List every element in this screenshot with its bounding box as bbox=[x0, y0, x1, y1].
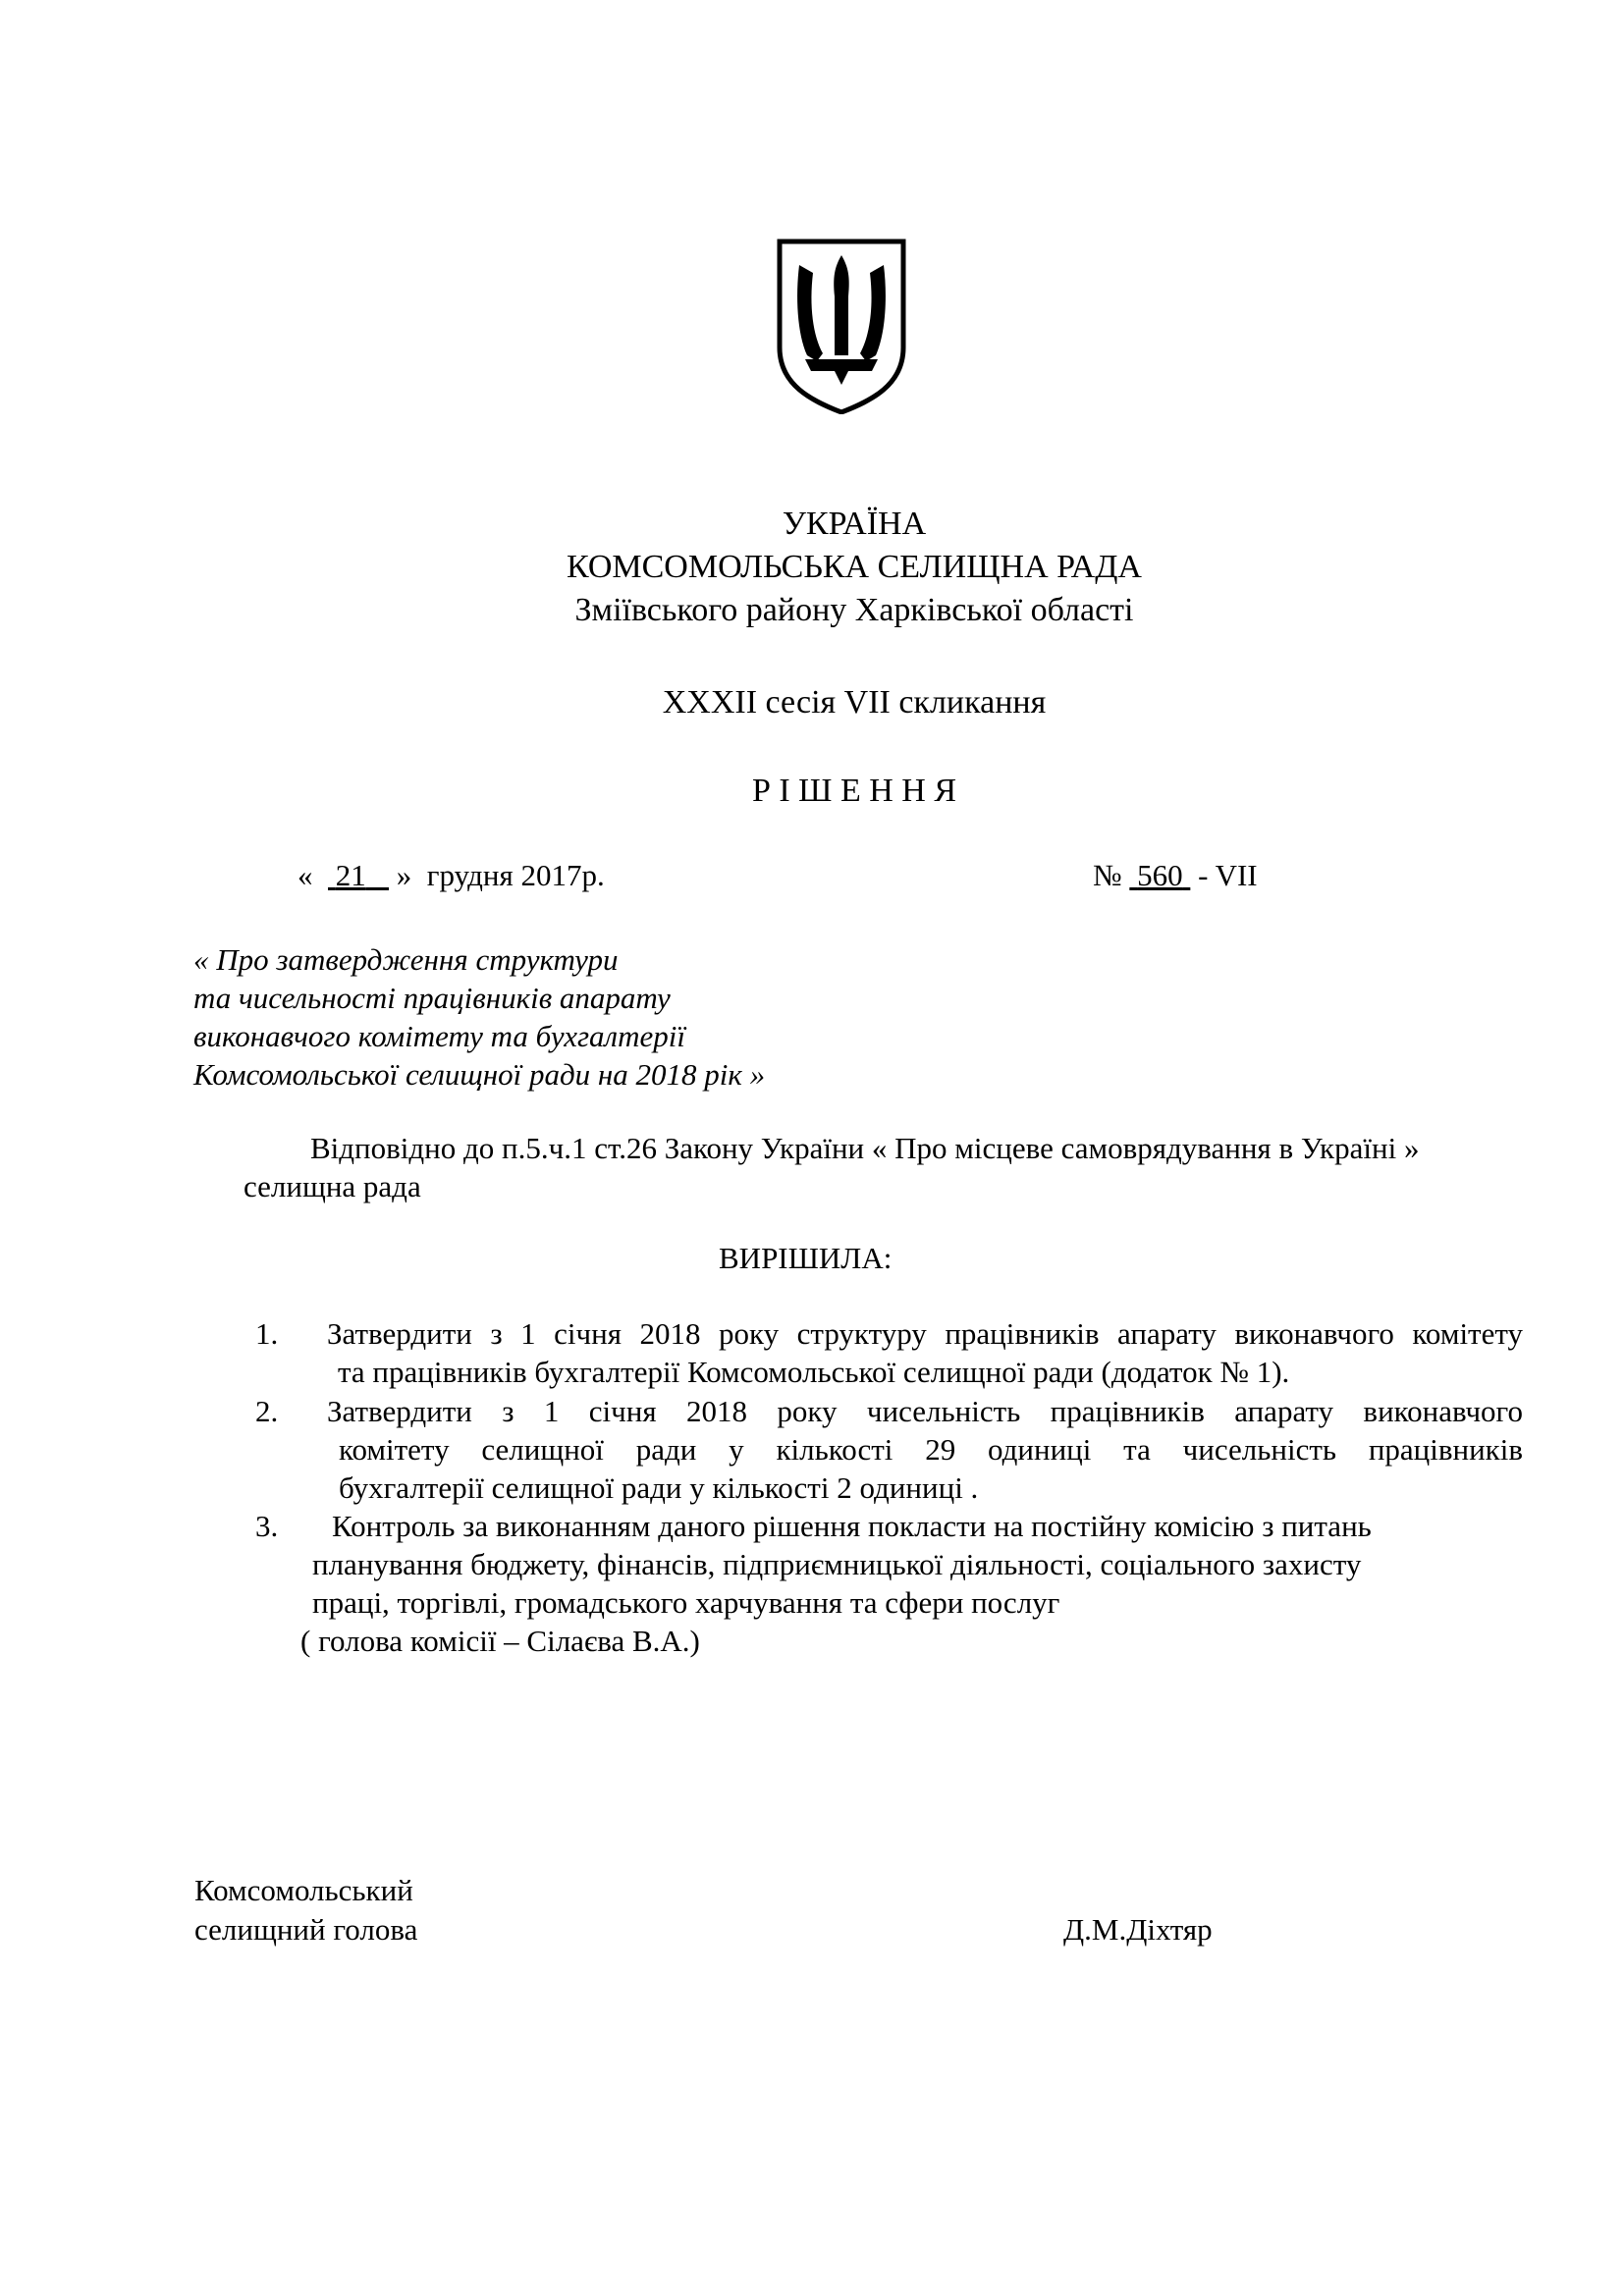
resolved-heading: ВИРІШИЛА: bbox=[719, 1241, 893, 1275]
document-date bbox=[298, 856, 605, 895]
item-text-line: комітету селищної ради у кількості 29 одиниці та чисельність працівників bbox=[339, 1432, 1523, 1467]
item-text-line: Контроль за виконанням даного рішення покласти на постійну комісію з питань bbox=[332, 1509, 1372, 1543]
subject-line: Комсомольської селищної ради на 2018 рік » bbox=[193, 1057, 766, 1092]
decision-subject bbox=[193, 940, 765, 1094]
date-open-quote: « bbox=[298, 858, 313, 892]
item-text-line: Затвердити з 1 січня 2018 року структуру працівників апарату виконавчого комітету bbox=[327, 1316, 1523, 1351]
signatory-title-line: селищний голова bbox=[194, 1912, 418, 1947]
country-title: УКРАЇНА bbox=[782, 506, 927, 542]
item-number: 2. bbox=[255, 1394, 279, 1428]
subject-line: « Про затвердження структури bbox=[193, 942, 619, 977]
item-text-line: Затвердити з 1 січня 2018 року чисельність працівників апарату виконавчого bbox=[327, 1394, 1523, 1428]
document-header bbox=[0, 503, 1624, 632]
number-value: 560 bbox=[1137, 858, 1183, 892]
item-text-line: праці, торгівлі, громадського харчування та сфери послуг bbox=[312, 1585, 1060, 1620]
signatory-title-line: Комсомольський bbox=[194, 1873, 413, 1907]
item-number: 1. bbox=[255, 1316, 279, 1351]
date-day: 21 bbox=[335, 858, 366, 892]
signatory-title bbox=[194, 1871, 417, 1949]
preamble-line: Відповідно до п.5.ч.1 ст.26 Закону України « Про місцеве самоврядування в Україні » bbox=[310, 1131, 1420, 1165]
item-text-line: бухгалтерії селищної ради у кількості 2 одиниці . bbox=[339, 1470, 979, 1505]
item-text-line: планування бюджету, фінансів, підприємницької діяльності, соціального захисту bbox=[312, 1547, 1362, 1581]
council-title: КОМСОМОЛЬСЬКА СЕЛИЩНА РАДА bbox=[567, 549, 1142, 585]
date-month-year: грудня 2017р. bbox=[426, 858, 605, 892]
subject-line: та чисельності працівників апарату bbox=[193, 981, 671, 1015]
region-title: Зміївського району Харківської області bbox=[574, 592, 1134, 628]
signatory-name: Д.М.Діхтяр bbox=[1063, 1912, 1213, 1947]
date-close-quote: » bbox=[396, 858, 412, 892]
item-text-line: та працівників бухгалтерії Комсомольської селищної ради (додаток № 1). bbox=[338, 1355, 1290, 1389]
preamble-line: селищна рада bbox=[244, 1169, 421, 1203]
item-number: 3. bbox=[255, 1509, 279, 1543]
subject-line: виконавчого комітету та бухгалтерії bbox=[193, 1019, 685, 1053]
document-type: Р І Ш Е Н Н Я bbox=[751, 773, 957, 809]
number-suffix: - VII bbox=[1198, 858, 1258, 892]
session-line: XXXII сесія VII скликання bbox=[662, 684, 1047, 721]
number-prefix: № bbox=[1093, 858, 1122, 892]
item-text-line: ( голова комісії – Сілаєва В.А.) bbox=[300, 1624, 700, 1658]
coat-of-arms-icon bbox=[774, 238, 909, 414]
document-number bbox=[1093, 856, 1258, 895]
